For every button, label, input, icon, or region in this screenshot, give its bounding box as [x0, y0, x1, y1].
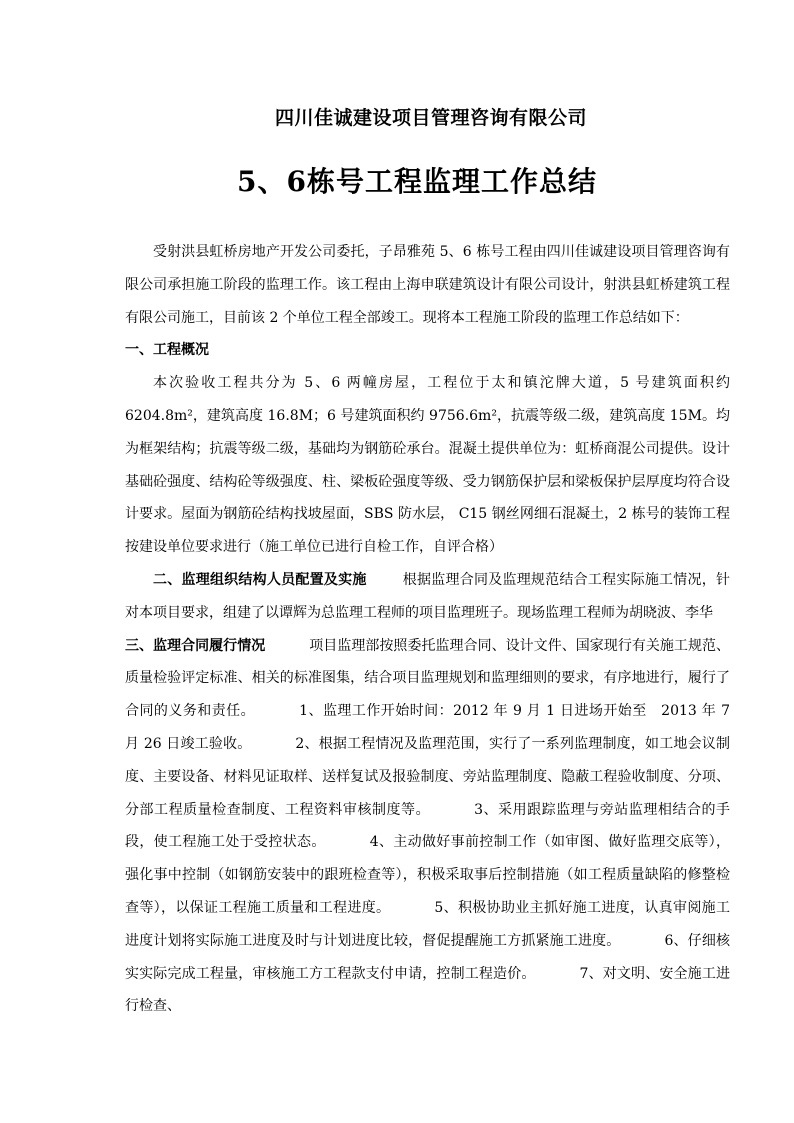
intro-paragraph: 受射洪县虹桥房地产开发公司委托，子昂雅苑 5、6 栋号工程由四川佳诚建设项目管理咨询有限公司承担施工阶段的监理工作。该工程由上海申联建筑设计有限公司设计，射洪县虹桥建筑工程有限公司施工，目前该 2 个单位工程全部竣工。现将本工程施工阶段的监理工作总结如下：	[125, 244, 730, 326]
section2-paragraph	[125, 564, 730, 630]
company-name: 四川佳诚建设项目管理咨询有限公司	[274, 107, 587, 129]
section2-heading: 二、监理组织结构人员配置及实施	[153, 571, 367, 588]
section3-paragraph	[125, 630, 730, 1024]
section3-item-5: 5、积极协助业主抓好施工进度，认真审阅施工进度计划将实际施工进度及时与计划进度比较，督促提醒施工方抓紧施工进度。	[125, 899, 731, 949]
section3-item-2: 2、根据工程情况及监理范围，实行了一系列监理制度，如工地会议制度、主要设备、材料见证取样、送样复试及报验制度、旁站监理制度、隐蔽工程验收制度、分项、分部工程质量检查制度、工程资料审核制度等。	[125, 735, 731, 818]
section1-heading: 一、工程概况	[125, 342, 209, 359]
section3-item-4: 4、主动做好事前控制工作（如审图、做好监理交底等），强化事中控制（如钢筋安装中的跟班检查等），积极采取事后控制措施（如工程质量缺陷的修整检查等），以保证工程施工质量和工程进度。	[125, 834, 731, 916]
section1-text: 本次验收工程共分为 5、6 两幢房屋，工程位于太和镇沱牌大道，5 号建筑面积约 6204.8m²，建筑高度 16.8M；6 号建筑面积约 9756.6m²，抗震等级二级，建筑高度 15M。均为框架结构；抗震等级二级，基础均为钢筋砼承台。混凝土提供单位为：虹桥商混公司提供。设计基础砼强度、结构砼等级强度、柱、梁板砼强度等级、受力钢筋保护层和梁板保护层厚度均符合设计要求。屋面为钢筋砼结构找坡屋面，SBS 防水层， C15 钢丝网细石混凝土，2 栋号的装饰工程按建设单位要求进行（施工单位已进行自检工作，自评合格）	[125, 375, 730, 556]
section3-item-3: 3、采用跟踪监理与旁站监理相结合的手段，使工程施工处于受控状态。	[125, 801, 731, 851]
section3-item-1: 1、监理工作开始时间：2012 年 9 月 1 日进场开始至 2013 年 7 月 26 日竣工验收。	[125, 703, 730, 752]
section3-text: 项目监理部按照委托监理合同、设计文件、国家现行有关施工规范、质量检验评定标准、相关的标准图集，结合项目监理规划和监理细则的要求，有序地进行，履行了合同的义务和责任。	[125, 637, 730, 720]
document-title: 5、6栋号工程监理工作总结	[237, 165, 597, 198]
section3-heading: 三、监理合同履行情况	[125, 637, 266, 654]
section3-item-7: 7、对文明、安全施工进行检查、	[125, 965, 730, 1015]
document-body	[125, 236, 730, 1023]
section2-text: 根据监理合同及监理规范结合工程实际施工情况，针对本项目要求，组建了以谭辉为总监理工程师的项目监理班子。现场监理工程师为胡晓波、李华	[125, 571, 731, 621]
section3-item-6: 6、仔细核实实际完成工程量，审核施工方工程款支付申请，控制工程造价。	[125, 932, 730, 982]
